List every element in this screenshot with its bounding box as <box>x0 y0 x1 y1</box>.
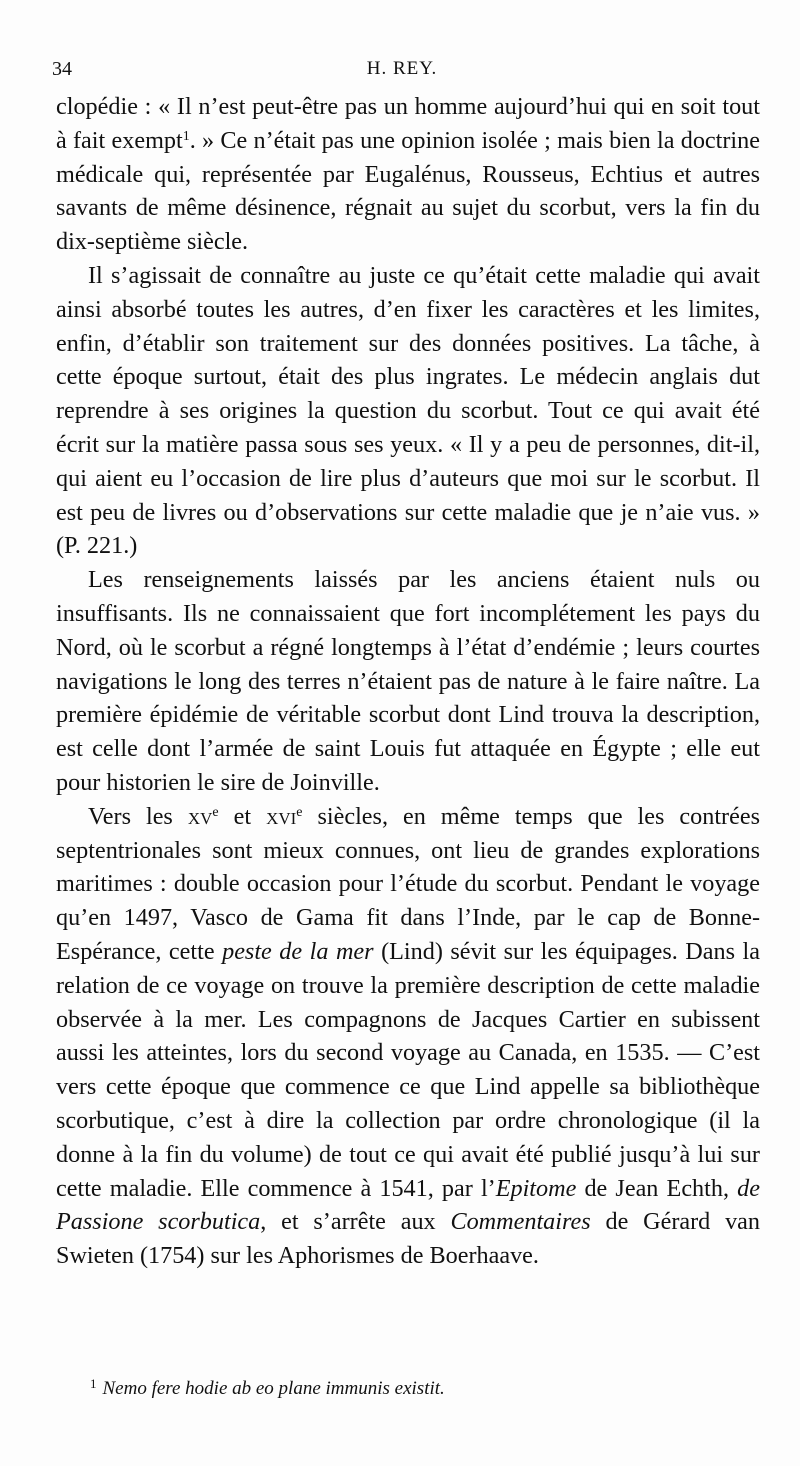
century-xv: xv <box>187 802 213 830</box>
paragraph-4-conjunction: et <box>218 802 267 830</box>
body-text <box>56 90 760 1273</box>
paragraph-2: Il s’agissait de connaître au juste ce qu’était cette maladie qui avait ainsi absorbé toutes les autres, d’en fixer les caractères et les limites, enfin, d’établir son traitement sur des données positives. La tâche, à cette époque surtout, était des plus ingrates. Le médecin anglais dut reprendre à ses origines la question du scorbut. Tout ce qui avait été écrit sur la matière passa sous ses yeux. « Il y a peu de personnes, dit-il, qui aient eu l’occasion de lire plus d’auteurs que moi sur le scorbut. Il est peu de livres ou d’observations sur cette maladie que je n’aie vus. » (P. 221.) <box>56 261 760 560</box>
paragraph-4-part-b: siècles, en même temps que les contrées septentrionales sont mieux connues, ont lieu de grandes explorations maritimes : double occasion pour l’étude du scorbut. Pendant le voyage qu’en 1497, Vasco de Gama fit dans l’Inde, par le cap de Bonne-Espérance, cette <box>56 802 760 965</box>
paragraph-1 <box>56 90 760 259</box>
page-number: 34 <box>52 58 72 80</box>
paragraph-1-part-b: . » Ce n’était pas une opinion isolée ; mais bien la doctrine médicale qui, représentée par Eugalénus, Rousseus, Echtius et autres savants de même désinence, régnait au sujet du scorbut, vers la fin du dix-septième siècle. <box>56 126 760 256</box>
paragraph-3: Les renseignements laissés par les anciens étaient nuls ou insuffisants. Ils ne connaissaient que fort incomplétement les pays du Nord, où le scorbut a régné longtemps à l’état d’endémie ; leurs courtes navigations le long des terres n’étaient pas de nature à le faire naître. La première épidémie de véritable scorbut dont Lind trouva la description, est celle dont l’armée de saint Louis fut attaquée en Égypte ; elle eut pour historien le sire de Joinville. <box>56 566 760 796</box>
footnote-text: Nemo fere hodie ab eo plane immunis existit. <box>102 1378 445 1399</box>
paragraph-4 <box>56 800 760 1273</box>
page-header <box>52 58 752 88</box>
paragraph-4-part-e: , et s’arrête aux <box>260 1208 451 1236</box>
paragraph-1-part-a: clopédie : « Il n’est peut-être pas un homme aujourd’hui qui en soit tout à fait exempt <box>56 93 760 154</box>
italic-commentaires: Commentaires <box>450 1208 591 1236</box>
footnote <box>90 1376 750 1400</box>
italic-de-passione-scorbutica: de Passione scorbutica <box>56 1174 760 1236</box>
italic-epitome: Epitome <box>495 1174 577 1202</box>
century-xvi-suffix: e <box>296 804 303 820</box>
footnote-reference: 1 <box>182 128 190 144</box>
century-xvi: xvi <box>266 802 297 830</box>
century-xv-suffix: e <box>212 804 219 820</box>
footnote-mark: 1 <box>90 1376 97 1391</box>
running-head: H. REY. <box>366 58 438 79</box>
italic-peste-de-la-mer: peste de la mer <box>222 937 374 965</box>
paragraph-4-part-d: de Jean Echth, <box>576 1174 738 1202</box>
paragraph-4-part-a: Vers les <box>88 802 188 830</box>
paragraph-4-part-f: de Gérard van Swieten (1754) sur les Aphorismes de Boerhaave. <box>56 1208 760 1270</box>
paragraph-4-part-c: (Lind) sévit sur les équipages. Dans la relation de ce voyage on trouve la première description de cette maladie observée à la mer. Les compagnons de Jacques Cartier en subissent aussi les atteintes, lors du second voyage au Canada, en 1535. — C’est vers cette époque que commence ce que Lind appelle sa bibliothèque scorbutique, c’est à dire la collection par ordre chronologique (il la donne à la fin du volume) de tout ce qui avait été publié jusqu’à lui sur cette maladie. Elle commence à 1541, par l’ <box>56 937 760 1202</box>
